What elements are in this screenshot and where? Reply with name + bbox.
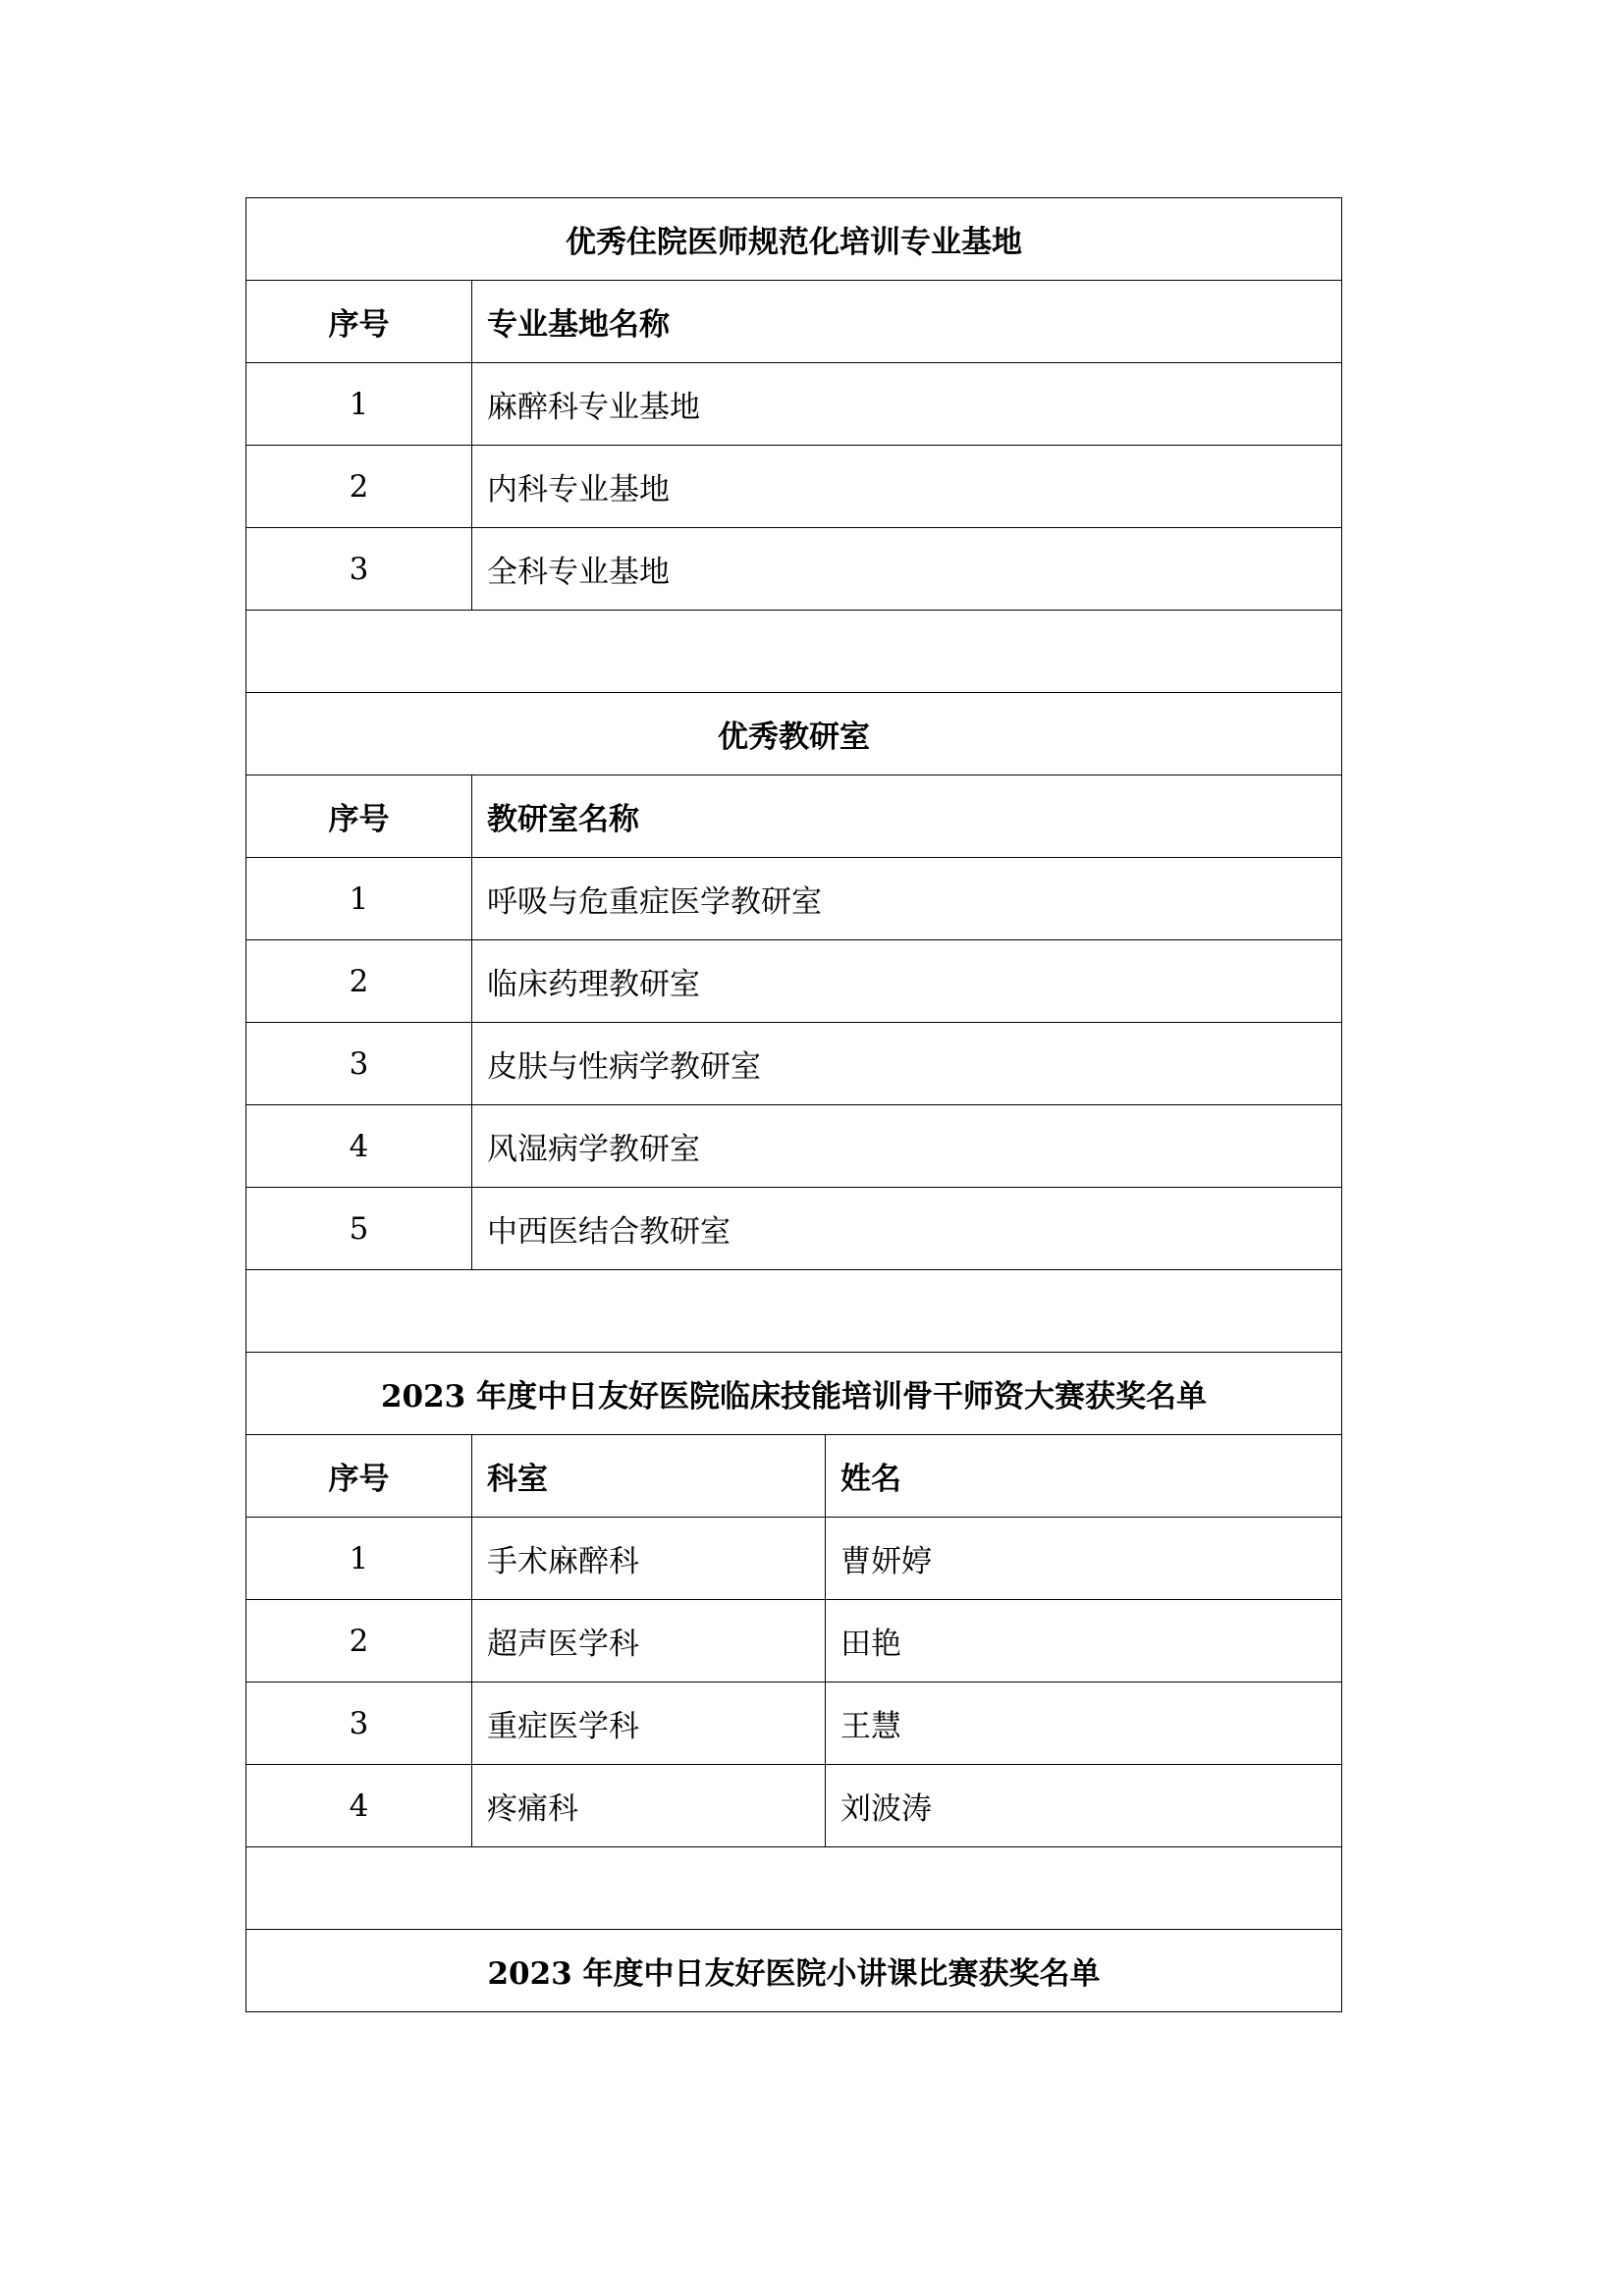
spacer-cell xyxy=(246,1270,1342,1353)
section-title: 2023 年度中日友好医院临床技能培训骨干师资大赛获奖名单 xyxy=(246,1353,1342,1435)
row-office-name: 皮肤与性病学教研室 xyxy=(472,1023,1342,1105)
awards-table xyxy=(245,197,1342,2012)
header-index: 序号 xyxy=(246,281,472,363)
spacer-row xyxy=(246,1847,1342,1930)
row-index: 3 xyxy=(246,1682,472,1765)
row-base-name: 内科专业基地 xyxy=(472,446,1342,528)
row-base-name: 麻醉科专业基地 xyxy=(472,363,1342,446)
row-person-name: 曹妍婷 xyxy=(826,1518,1342,1600)
table-row xyxy=(246,858,1342,940)
section-title-row xyxy=(246,1930,1342,2012)
row-index: 3 xyxy=(246,1023,472,1105)
header-department: 科室 xyxy=(472,1435,826,1518)
spacer-cell xyxy=(246,1847,1342,1930)
header-index: 序号 xyxy=(246,1435,472,1518)
header-base-name: 专业基地名称 xyxy=(472,281,1342,363)
row-office-name: 呼吸与危重症医学教研室 xyxy=(472,858,1342,940)
row-index: 1 xyxy=(246,1518,472,1600)
section-title-row xyxy=(246,693,1342,775)
table-row xyxy=(246,1105,1342,1188)
row-department: 手术麻醉科 xyxy=(472,1518,826,1600)
row-department: 重症医学科 xyxy=(472,1682,826,1765)
section-title: 2023 年度中日友好医院小讲课比赛获奖名单 xyxy=(246,1930,1342,2012)
header-office-name: 教研室名称 xyxy=(472,775,1342,858)
spacer-row xyxy=(246,1270,1342,1353)
section-title-row xyxy=(246,198,1342,281)
table-row xyxy=(246,1765,1342,1847)
row-department: 疼痛科 xyxy=(472,1765,826,1847)
row-index: 3 xyxy=(246,528,472,611)
row-index: 1 xyxy=(246,858,472,940)
row-department: 超声医学科 xyxy=(472,1600,826,1682)
row-office-name: 临床药理教研室 xyxy=(472,940,1342,1023)
table-row xyxy=(246,528,1342,611)
row-index: 2 xyxy=(246,1600,472,1682)
table-row xyxy=(246,1518,1342,1600)
row-index: 4 xyxy=(246,1105,472,1188)
row-index: 2 xyxy=(246,446,472,528)
row-index: 5 xyxy=(246,1188,472,1270)
section-title-row xyxy=(246,1353,1342,1435)
section-title: 优秀住院医师规范化培训专业基地 xyxy=(246,198,1342,281)
table-header-row xyxy=(246,1435,1342,1518)
table-header-row xyxy=(246,281,1342,363)
row-base-name: 全科专业基地 xyxy=(472,528,1342,611)
table-row xyxy=(246,940,1342,1023)
row-index: 2 xyxy=(246,940,472,1023)
table-row xyxy=(246,1188,1342,1270)
row-office-name: 中西医结合教研室 xyxy=(472,1188,1342,1270)
table-row xyxy=(246,363,1342,446)
table-row xyxy=(246,1600,1342,1682)
header-name: 姓名 xyxy=(826,1435,1342,1518)
row-office-name: 风湿病学教研室 xyxy=(472,1105,1342,1188)
row-index: 1 xyxy=(246,363,472,446)
spacer-row xyxy=(246,611,1342,693)
row-person-name: 刘波涛 xyxy=(826,1765,1342,1847)
row-person-name: 王慧 xyxy=(826,1682,1342,1765)
row-person-name: 田艳 xyxy=(826,1600,1342,1682)
table-row xyxy=(246,1023,1342,1105)
section-title: 优秀教研室 xyxy=(246,693,1342,775)
table-row xyxy=(246,1682,1342,1765)
table-header-row xyxy=(246,775,1342,858)
table-row xyxy=(246,446,1342,528)
spacer-cell xyxy=(246,611,1342,693)
row-index: 4 xyxy=(246,1765,472,1847)
header-index: 序号 xyxy=(246,775,472,858)
